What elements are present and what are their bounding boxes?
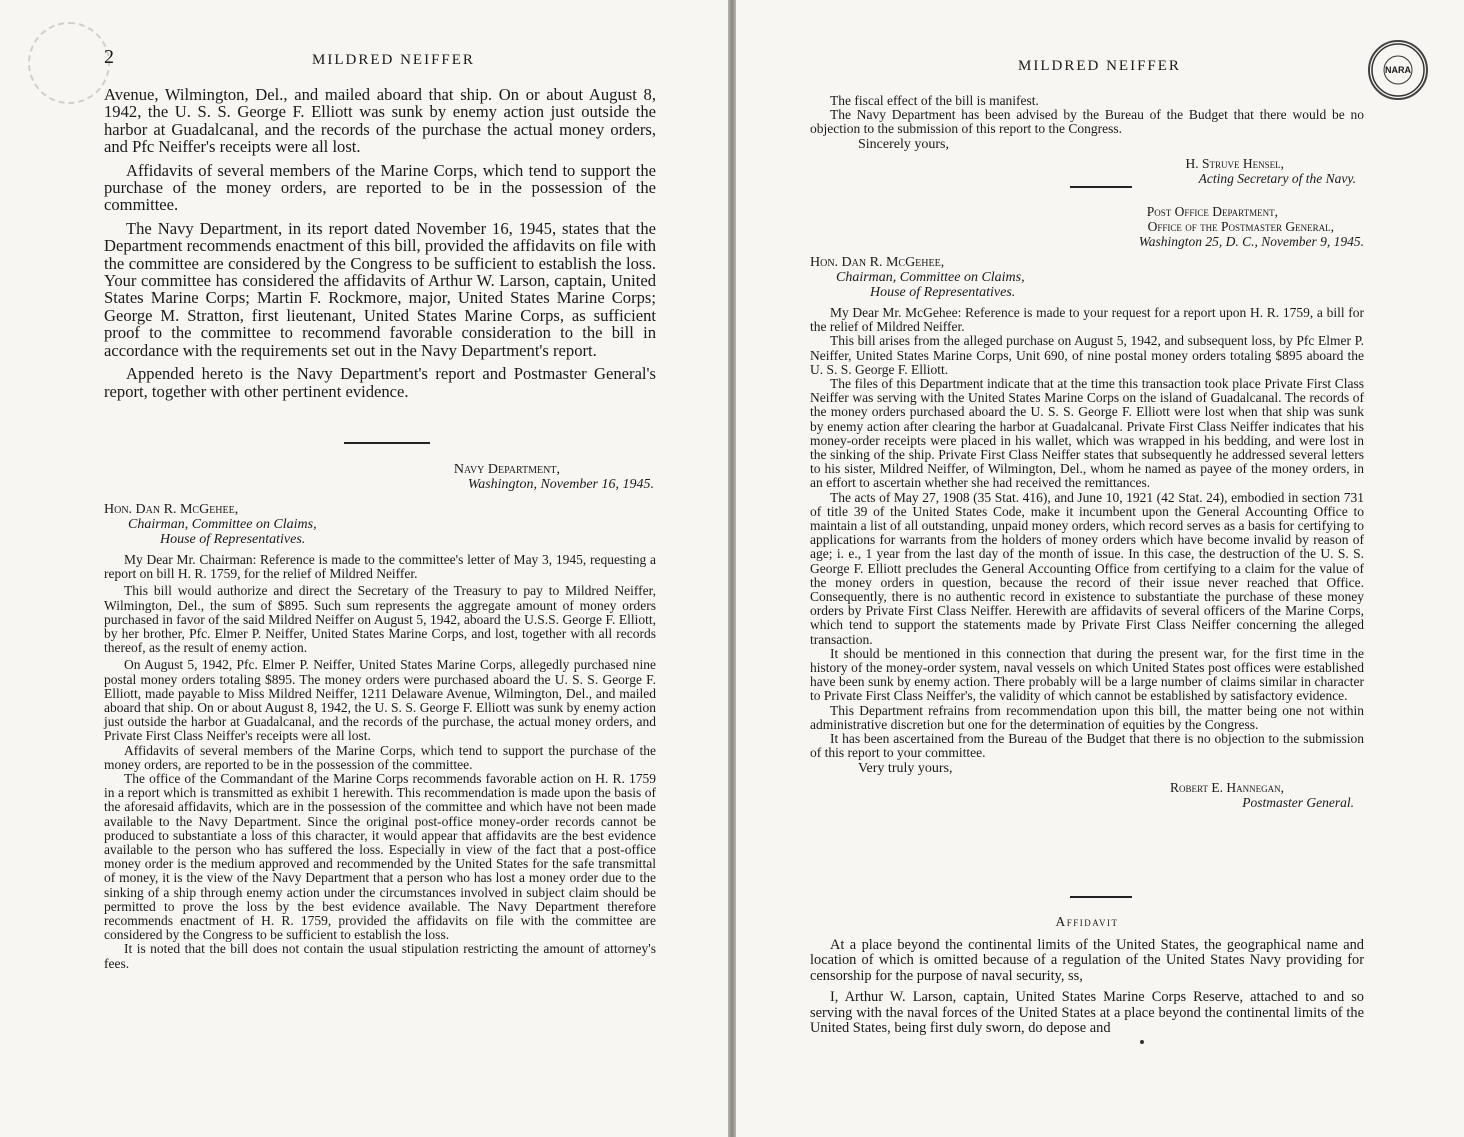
navy-closing: Sincerely yours, — [858, 136, 949, 152]
addressee-title: Chairman, Committee on Claims, — [128, 517, 317, 532]
truman-library-stamp-icon — [1368, 40, 1428, 100]
po-office: Office of the Postmaster General, — [1147, 219, 1334, 234]
navy-signer: H. Struve Hensel, — [1185, 155, 1284, 171]
letter-paragraph: The acts of May 27, 1908 (35 Stat. 416), and June 10, 1921 (42 Stat. 24), embodied in section 731 of title 39 of the United States Code, make it incumbent upon the General Accounting Office to maintain a list of all outstanding, unpaid money orders, which record serves as a basis for certifying to applications for warrants from the holders of money orders which have become invalid by reason of age; i. e., 1 year from the last day of the month of issue. In this case, the destruction of the U. S. S. George F. Elliott precludes the General Accounting Office from certifying to a claim for the value of the money orders in question, because the record of their issue never reached that Office. Consequently, there is no authentic record in existence to substantiate the purchase of these money orders by Private First Class Neiffer. Herewith are affidavits of several officers of the Marine Corps, which tend to support the statements made by Private First Class Neiffer concerning the alleged transaction. — [810, 489, 1364, 647]
addressee-body: House of Representatives. — [160, 532, 306, 547]
report-paragraph: The Navy Department, in its report dated November 16, 1945, states that the Department recommends enactment of this bill, provided the affidavits on file with the committee are considered by the Congress to be sufficient to establish the loss. Your committee has considered the affidavits of Arthur W. Larson, captain, United States Marine Corps; Martin F. Rockmore, major, United States Marine Corps; George M. Stratton, first lieutenant, United States Marine Corps, as sufficient proof to the committee to recommend favorable consideration to the bill in accordance with the requirements set out in the Navy Department's report. — [104, 218, 656, 360]
affidavit-heading: Affidavit — [1055, 914, 1119, 929]
section-divider — [344, 442, 430, 444]
page-number: 2 — [104, 46, 114, 68]
navy-letter-close — [810, 94, 1364, 186]
letter-paragraph: The office of the Commandant of the Marine Corps recommends favorable action on H. R. 1759 in a report which is transmitted as exhibit 1 herewith. This recommendation is made upon the basis of the aforesaid affidavits, which are in the possession of the committee and which have not been made available to the Navy Department. Since the original post-office money-order records cannot be produced to substantiate a loss of this character, it would appear that affidavits are the best evidence available to the person who has suffered the loss. Especially in view of the fact that a post-office money order is the medium approved and recommended by the United States for the safe transmittal of money, it is the view of the Navy Department that a person who has lost a money order due to the sinking of a ship through enemy action under the circumstances involved in subject claim should be permitted to prove the loss by the best evidence available. The Navy Department therefore recommends enactment of H. R. 1759, provided the affidavits on file with the committee are considered by the Congress to be sufficient to establish the loss. — [104, 771, 656, 943]
po-signer-title: Postmaster General. — [1242, 794, 1354, 810]
book-gutter — [728, 0, 736, 1137]
left-page — [0, 0, 728, 1137]
po-closing: Very truly yours, — [858, 760, 953, 776]
right-page — [736, 0, 1464, 1137]
committee-report-text — [104, 86, 656, 400]
letter-paragraph: It is noted that the bill does not contain the usual stipulation restricting the amount of attorney's fees. — [104, 941, 656, 971]
letter-paragraph: The Navy Department has been advised by the Bureau of the Budget that there would be no objection to the submission of this report to the Congress. — [810, 107, 1364, 137]
stamp-center-text: NARA — [1385, 65, 1411, 75]
affidavit-paragraph: I, Arthur W. Larson, captain, United States Marine Corps Reserve, attached to and so serving with the naval forces of the United States at a place beyond the continental limits of the United States, being first duly sworn, do depose and — [810, 989, 1364, 1037]
letter-paragraph: It has been ascertained from the Bureau of the Budget that there is no objection to the submission of this report to your committee. — [810, 731, 1364, 761]
letter-paragraph: It should be mentioned in this connection that during the present war, for the first time in the history of the money-order system, naval vessels on which United States post offices were established have been sunk by enemy action. There probably will be a large number of claims similar in character to Private First Class Neiffer's, the validity of which cannot be established by satisfactory evidence. — [810, 645, 1364, 704]
letter-paragraph: Affidavits of several members of the Marine Corps, which tend to support the purchase of the money orders, are reported to be in the possession of the committee. — [104, 742, 656, 772]
section-divider — [1070, 896, 1132, 898]
letter-paragraph: The files of this Department indicate that at the time this transaction took place Private First Class Neiffer was serving with the United States Marine Corps on the island of Guadalcanal. The records of the money orders purchased aboard the U. S. S. George F. Elliott were lost when that ship was sunk by enemy action after clearing the harbor at Guadalcanal. Private First Class Neiffer indicates that his money-order receipts were placed in his wallet, which was wrapped in his bedding, and were lost in the sinking of the ship. Private First Class Neiffer states that subsequently he addressed several letters to his sister, Mildred Neiffer, of Wilmington, Del., whom he named as payee of the money orders, in an effort to ascertain whether she had received the remittances. — [810, 376, 1364, 491]
addressee-name: Hon. Dan R. McGehee, — [810, 255, 945, 270]
report-paragraph: Appended hereto is the Navy Department's report and Postmaster General's report, together with other pertinent evidence. — [104, 364, 656, 401]
affidavit-section — [810, 914, 1364, 1036]
addressee-title: Chairman, Committee on Claims, — [836, 270, 1025, 285]
report-paragraph: Affidavits of several members of the Marine Corps, which tend to support the purchase of the money orders, are reported to be in the possession of the committee. — [104, 160, 656, 215]
affidavit-body — [810, 938, 1364, 1036]
po-date: Washington 25, D. C., November 9, 1945. — [1138, 234, 1364, 249]
post-office-letter — [810, 204, 1364, 810]
section-divider — [1070, 186, 1132, 188]
letter-paragraph: On August 5, 1942, Pfc. Elmer P. Neiffer, United States Marine Corps, allegedly purchased nine postal money orders totaling $895. The money orders were purchased aboard the U. S. S. George F. Elliott, made payable to Miss Mildred Neiffer, 1211 Delaware Avenue, Wilmington, Del., and mailed aboard that ship. On or about August 8, 1942, the U. S. S. George F. Elliott was sunk by enemy action just outside the harbor at Guadalcanal, and the records of the purchase, the actual money orders, and Private First Class Neiffer's receipts were all lost. — [104, 657, 656, 744]
affidavit-paragraph: At a place beyond the continental limits of the United States, the geographical name and location of which is omitted because of a regulation of the United States Navy providing for censorship for the purpose of naval security, ss, — [810, 937, 1364, 984]
letter-paragraph: This bill would authorize and direct the Secretary of the Treasury to pay to Mildred Neiffer, Wilmington, Del., the sum of $895. Such sum represents the aggregate amount of money orders purchased in favor of the said Mildred Neiffer on August 5, 1942, aboard the U.S.S. George F. Elliott, by her brother, Pfc. Elmer P. Neiffer, United States Marine Corps, and lost, together with all records thereof, as the result of enemy action. — [104, 583, 656, 656]
letter-paragraph: This bill arises from the alleged purchase on August 5, 1942, and subsequent loss, by Pfc Elmer P. Neiffer, United States Marine Corps, Unit 690, of nine postal money orders totaling $895 aboard the U. S. S. George F. Elliott. — [810, 333, 1364, 377]
addressee-body: House of Representatives. — [870, 285, 1016, 300]
faint-library-stamp-icon — [28, 22, 110, 104]
navy-signer-title: Acting Secretary of the Navy. — [1198, 170, 1356, 186]
navy-letter-body — [104, 553, 656, 971]
letter-paragraph: This Department refrains from recommendation upon this bill, the matter being one not within administrative discretion but one for the determination of equities by the Congress. — [810, 702, 1364, 732]
letter-paragraph: My Dear Mr. Chairman: Reference is made to the committee's letter of May 3, 1945, requesting a report on bill H. R. 1759, for the relief of Mildred Neiffer. — [104, 552, 656, 582]
report-paragraph: Avenue, Wilmington, Del., and mailed aboard that ship. On or about August 8, 1942, the U. S. S. George F. Elliott was sunk by enemy action just outside the harbor at Guadalcanal, and the records of the purchase the actual money orders, and Pfc Neiffer's receipts were all lost. — [104, 85, 656, 157]
po-letter-body — [810, 306, 1364, 761]
navy-letter — [104, 462, 656, 971]
page-speck — [1140, 1040, 1144, 1044]
letter-paragraph: The fiscal effect of the bill is manifest. — [830, 93, 1039, 108]
letter-date: Washington, November 16, 1945. — [467, 477, 654, 492]
letter-paragraph: My Dear Mr. McGehee: Reference is made to your request for a report upon H. R. 1759, a bill for the relief of Mildred Neiffer. — [810, 305, 1364, 335]
running-head-right: MILDRED NEIFFER — [1018, 58, 1181, 74]
letter-from: Navy Department, — [453, 462, 560, 477]
po-from: Post Office Department, — [1146, 204, 1278, 219]
po-signer: Robert E. Hannegan, — [1170, 779, 1284, 795]
addressee-name: Hon. Dan R. McGehee, — [104, 502, 239, 517]
running-head-left: MILDRED NEIFFER — [312, 52, 475, 68]
